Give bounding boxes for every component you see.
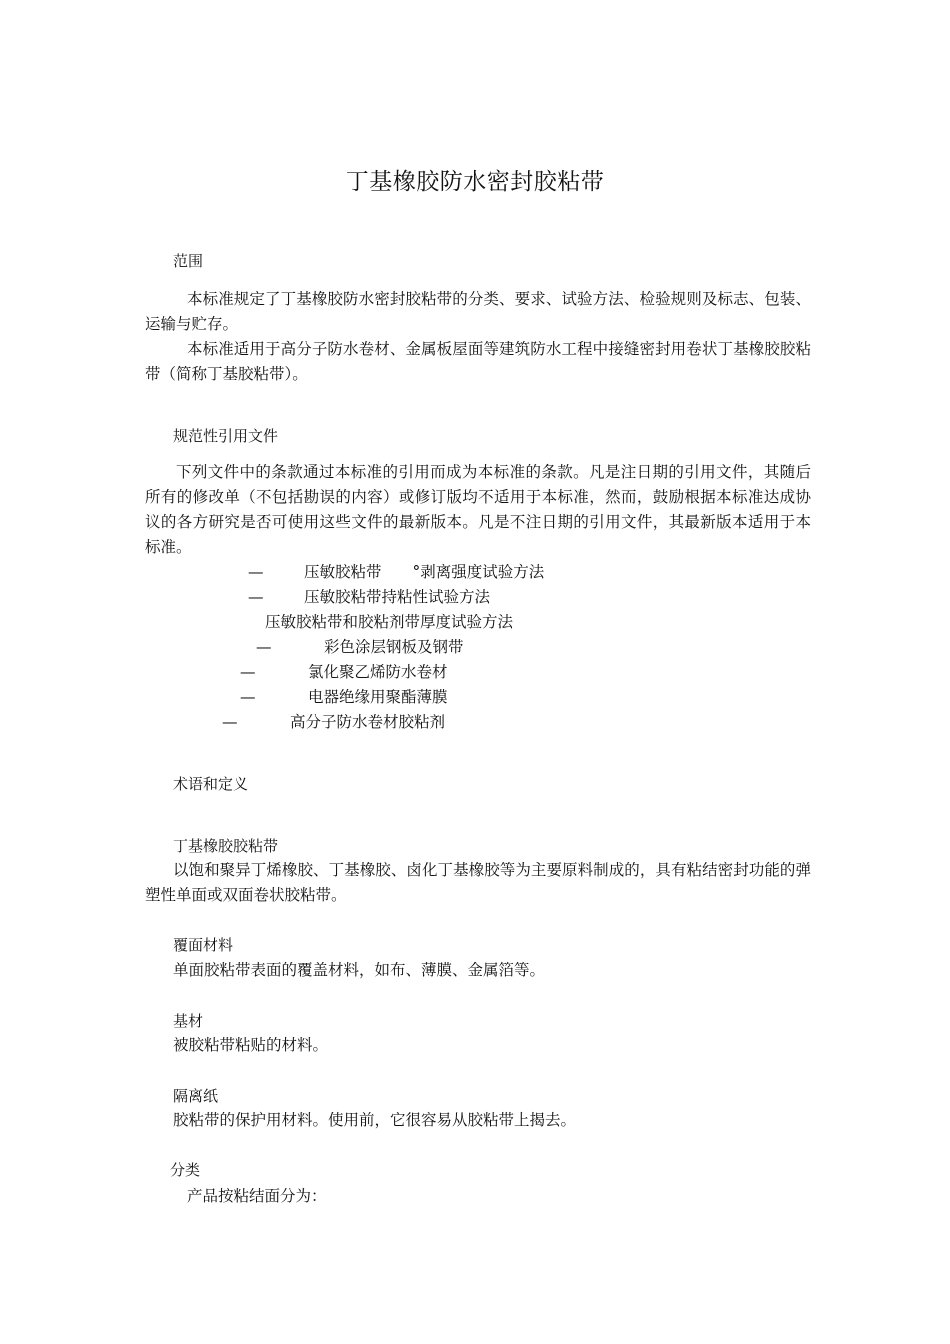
- section-heading-classification: 分类: [170, 1161, 201, 1179]
- term-definition: 以饱和聚异丁烯橡胶、丁基橡胶、卤化丁基橡胶等为主要原料制成的，具有粘结密封功能的弹塑性单面或双面卷状胶粘带。: [145, 861, 811, 904]
- scope-paragraph-2: 本标准适用于高分子防水卷材、金属板屋面等建筑防水工程中接缝密封用卷状丁基橡胶胶粘带（简称丁基胶粘带）。: [145, 340, 811, 383]
- reference-item: [248, 585, 490, 610]
- references-intro: 下列文件中的条款通过本标准的引用而成为本标准的条款。凡是注日期的引用文件，其随后所有的修改单（不包括勘误的内容）或修订版均不适用于本标准，然而，鼓励根据本标准达成协议的各方研究是否可使用这些文件的最新版本。凡是不注日期的引用文件，其最新版本适用于本标准。: [145, 463, 811, 556]
- scope-paragraph-1: 本标准规定了丁基橡胶防水密封胶粘带的分类、要求、试验方法、检验规则及标志、包装、运输与贮存。: [145, 290, 811, 333]
- reference-item: [240, 660, 448, 685]
- reference-dash: —: [248, 563, 264, 581]
- term-definition: 胶粘带的保护用材料。使用前，它很容易从胶粘带上揭去。: [173, 1111, 577, 1129]
- reference-item: [256, 635, 464, 660]
- term-heading: 丁基橡胶胶粘带: [173, 837, 279, 855]
- section-heading-references: 规范性引用文件: [173, 427, 279, 445]
- reference-dash: —: [222, 713, 238, 731]
- reference-item: [265, 610, 513, 635]
- reference-text: 电器绝缘用聚酯薄膜: [308, 688, 448, 706]
- reference-dash: —: [240, 688, 256, 706]
- reference-item: [240, 685, 448, 710]
- reference-text: 压敏胶粘带和胶粘剂带厚度试验方法: [265, 613, 514, 631]
- classification-text: 产品按粘结面分为：: [187, 1187, 327, 1205]
- section-heading-terms: 术语和定义: [173, 775, 249, 793]
- document-title: 丁基橡胶防水密封胶粘带: [345, 169, 605, 195]
- reference-dash: —: [240, 663, 256, 681]
- section-heading-scope: 范围: [173, 252, 204, 270]
- reference-text: 压敏胶粘带 °剥离强度试验方法: [304, 563, 545, 581]
- term-definition: 被胶粘带粘贴的材料。: [173, 1036, 329, 1054]
- reference-dash: —: [248, 588, 264, 606]
- reference-text: 压敏胶粘带持粘性试验方法: [304, 588, 491, 606]
- reference-text: 氯化聚乙烯防水卷材: [308, 663, 448, 681]
- reference-text: 高分子防水卷材胶粘剂: [290, 713, 446, 731]
- term-definition: 单面胶粘带表面的覆盖材料，如布、薄膜、金属箔等。: [173, 961, 546, 979]
- term-heading: 覆面材料: [173, 936, 234, 954]
- reference-text: 彩色涂层钢板及钢带: [324, 638, 464, 656]
- reference-dash: —: [256, 638, 272, 656]
- term-heading: 基材: [173, 1012, 204, 1030]
- reference-item: [248, 560, 544, 585]
- reference-item: [222, 710, 445, 735]
- term-heading: 隔离纸: [173, 1087, 219, 1105]
